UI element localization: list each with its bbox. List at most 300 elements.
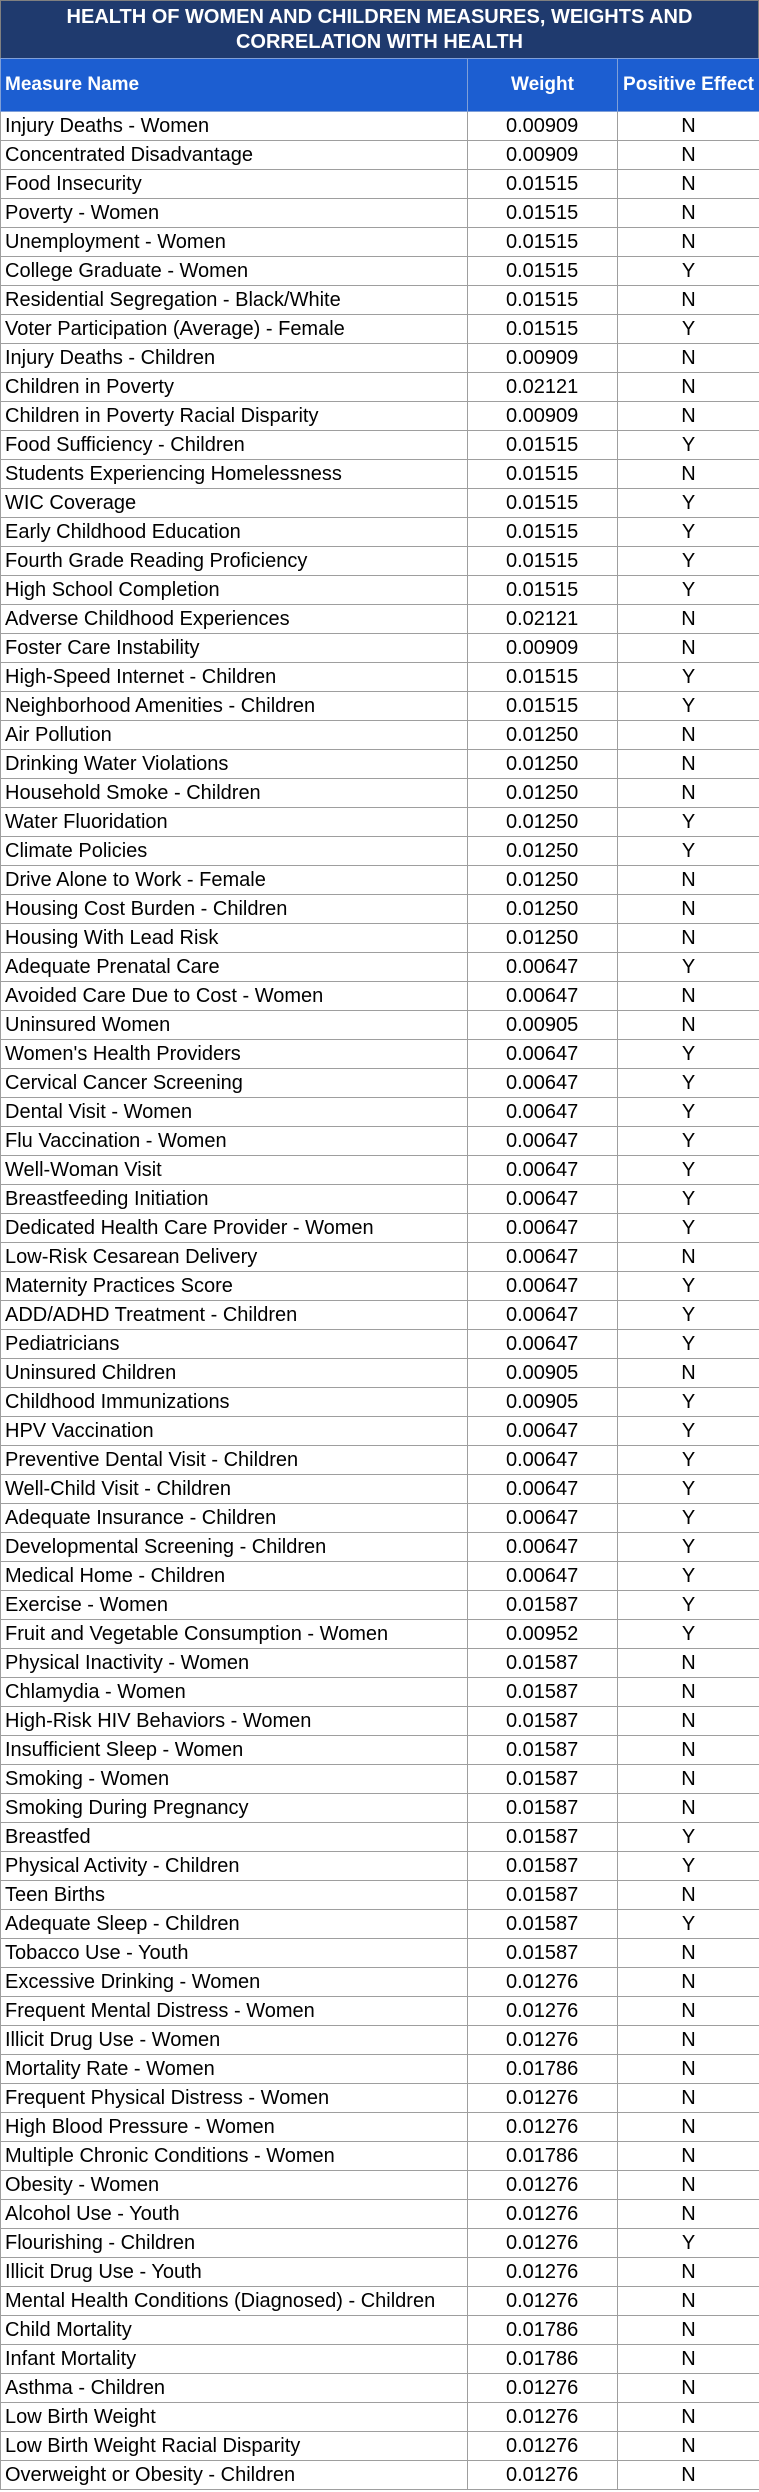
table-row (1, 721, 759, 750)
positive-effect-cell: N (618, 2055, 759, 2084)
positive-effect-cell: Y (618, 315, 759, 344)
measure-name-cell: Foster Care Instability (1, 634, 468, 663)
table-row (1, 112, 759, 141)
positive-effect-cell: Y (618, 1098, 759, 1127)
measure-name-cell: Developmental Screening - Children (1, 1533, 468, 1562)
measure-name-cell: Uninsured Children (1, 1359, 468, 1388)
measure-name-cell: Children in Poverty (1, 373, 468, 402)
measure-name-cell: Well-Child Visit - Children (1, 1475, 468, 1504)
positive-effect-cell: N (618, 924, 759, 953)
measure-name-cell: Well-Woman Visit (1, 1156, 468, 1185)
weight-cell: 0.00647 (468, 982, 618, 1011)
weight-cell: 0.01276 (468, 2113, 618, 2142)
positive-effect-cell: N (618, 895, 759, 924)
table-row (1, 489, 759, 518)
positive-effect-cell: N (618, 2200, 759, 2229)
positive-effect-cell: Y (618, 1533, 759, 1562)
positive-effect-cell: Y (618, 837, 759, 866)
positive-effect-cell: Y (618, 1388, 759, 1417)
weight-cell: 0.01276 (468, 2403, 618, 2432)
measure-name-cell: Adverse Childhood Experiences (1, 605, 468, 634)
table-row (1, 1649, 759, 1678)
positive-effect-cell: Y (618, 547, 759, 576)
table-row (1, 547, 759, 576)
positive-effect-cell: Y (618, 518, 759, 547)
positive-effect-cell: Y (618, 1823, 759, 1852)
measure-name-cell: Insufficient Sleep - Women (1, 1736, 468, 1765)
weight-cell: 0.00909 (468, 141, 618, 170)
weight-cell: 0.00905 (468, 1359, 618, 1388)
measure-name-cell: Drinking Water Violations (1, 750, 468, 779)
table-title: HEALTH OF WOMEN AND CHILDREN MEASURES, WEIGHTS AND CORRELATION WITH HEALTH (0, 0, 759, 58)
measure-name-cell: Neighborhood Amenities - Children (1, 692, 468, 721)
measure-name-cell: Cervical Cancer Screening (1, 1069, 468, 1098)
table-row (1, 2171, 759, 2200)
positive-effect-cell: Y (618, 1185, 759, 1214)
table-row (1, 750, 759, 779)
table-row (1, 2345, 759, 2374)
table-row (1, 1040, 759, 1069)
table-row (1, 2113, 759, 2142)
measure-name-cell: Teen Births (1, 1881, 468, 1910)
weight-cell: 0.01515 (468, 228, 618, 257)
table-row (1, 431, 759, 460)
measure-name-cell: Physical Activity - Children (1, 1852, 468, 1881)
measure-name-cell: Childhood Immunizations (1, 1388, 468, 1417)
weight-cell: 0.01276 (468, 2229, 618, 2258)
positive-effect-cell: N (618, 2403, 759, 2432)
table-row (1, 895, 759, 924)
table-row (1, 2432, 759, 2461)
table-row (1, 2403, 759, 2432)
weight-cell: 0.01587 (468, 1707, 618, 1736)
measure-name-cell: Illicit Drug Use - Youth (1, 2258, 468, 2287)
weight-cell: 0.01587 (468, 1881, 618, 1910)
measure-name-cell: College Graduate - Women (1, 257, 468, 286)
weight-cell: 0.01515 (468, 663, 618, 692)
measure-name-cell: Frequent Mental Distress - Women (1, 1997, 468, 2026)
positive-effect-cell: Y (618, 576, 759, 605)
table-row (1, 315, 759, 344)
weight-cell: 0.00909 (468, 402, 618, 431)
weight-cell: 0.01276 (468, 2171, 618, 2200)
measure-name-cell: Maternity Practices Score (1, 1272, 468, 1301)
measure-name-cell: Uninsured Women (1, 1011, 468, 1040)
positive-effect-cell: N (618, 460, 759, 489)
measure-name-cell: Fruit and Vegetable Consumption - Women (1, 1620, 468, 1649)
table-row (1, 1243, 759, 1272)
positive-effect-cell: N (618, 1997, 759, 2026)
weight-cell: 0.01515 (468, 431, 618, 460)
table-row (1, 1765, 759, 1794)
measure-name-cell: Infant Mortality (1, 2345, 468, 2374)
table-row (1, 373, 759, 402)
measure-name-cell: Flourishing - Children (1, 2229, 468, 2258)
table-row (1, 170, 759, 199)
measure-name-cell: Fourth Grade Reading Proficiency (1, 547, 468, 576)
positive-effect-cell: Y (618, 2229, 759, 2258)
positive-effect-cell: N (618, 1968, 759, 1997)
header-positive-effect: Positive Effect (618, 59, 759, 112)
measure-name-cell: Breastfed (1, 1823, 468, 1852)
measure-name-cell: Chlamydia - Women (1, 1678, 468, 1707)
table-row (1, 837, 759, 866)
measure-name-cell: Exercise - Women (1, 1591, 468, 1620)
weight-cell: 0.01250 (468, 837, 618, 866)
table-row (1, 286, 759, 315)
table-row (1, 605, 759, 634)
positive-effect-cell: N (618, 2113, 759, 2142)
table-row (1, 663, 759, 692)
weight-cell: 0.01515 (468, 576, 618, 605)
table-row (1, 2258, 759, 2287)
measure-name-cell: Adequate Insurance - Children (1, 1504, 468, 1533)
measure-name-cell: Injury Deaths - Children (1, 344, 468, 373)
table-row (1, 1417, 759, 1446)
positive-effect-cell: Y (618, 1475, 759, 1504)
table-row (1, 1881, 759, 1910)
positive-effect-cell: N (618, 605, 759, 634)
table-row (1, 1388, 759, 1417)
weight-cell: 0.01250 (468, 779, 618, 808)
positive-effect-cell: N (618, 2171, 759, 2200)
table-row (1, 1127, 759, 1156)
positive-effect-cell: N (618, 286, 759, 315)
positive-effect-cell: Y (618, 489, 759, 518)
positive-effect-cell: N (618, 866, 759, 895)
measure-name-cell: Child Mortality (1, 2316, 468, 2345)
measure-name-cell: Breastfeeding Initiation (1, 1185, 468, 1214)
positive-effect-cell: N (618, 1678, 759, 1707)
header-measure-name: Measure Name (1, 59, 468, 112)
measure-name-cell: Voter Participation (Average) - Female (1, 315, 468, 344)
positive-effect-cell: Y (618, 1591, 759, 1620)
positive-effect-cell: Y (618, 1446, 759, 1475)
measure-name-cell: Early Childhood Education (1, 518, 468, 547)
weight-cell: 0.01276 (468, 1968, 618, 1997)
positive-effect-cell: N (618, 1359, 759, 1388)
measure-name-cell: Asthma - Children (1, 2374, 468, 2403)
measure-name-cell: Adequate Prenatal Care (1, 953, 468, 982)
table-row (1, 1533, 759, 1562)
weight-cell: 0.01250 (468, 808, 618, 837)
weight-cell: 0.00647 (468, 1127, 618, 1156)
table-row (1, 1823, 759, 1852)
weight-cell: 0.01786 (468, 2142, 618, 2171)
header-row (1, 59, 759, 112)
measure-name-cell: Preventive Dental Visit - Children (1, 1446, 468, 1475)
table-row (1, 1446, 759, 1475)
measure-name-cell: Household Smoke - Children (1, 779, 468, 808)
weight-cell: 0.01515 (468, 257, 618, 286)
positive-effect-cell: N (618, 2374, 759, 2403)
weight-cell: 0.01587 (468, 1765, 618, 1794)
positive-effect-cell: Y (618, 1852, 759, 1881)
table-row (1, 2316, 759, 2345)
measure-name-cell: Dedicated Health Care Provider - Women (1, 1214, 468, 1243)
weight-cell: 0.01276 (468, 2287, 618, 2316)
weight-cell: 0.01276 (468, 2258, 618, 2287)
table-row (1, 1156, 759, 1185)
weight-cell: 0.00647 (468, 1214, 618, 1243)
table-row (1, 199, 759, 228)
positive-effect-cell: Y (618, 1127, 759, 1156)
weight-cell: 0.01587 (468, 1649, 618, 1678)
weight-cell: 0.01515 (468, 460, 618, 489)
measure-name-cell: Climate Policies (1, 837, 468, 866)
measure-name-cell: High Blood Pressure - Women (1, 2113, 468, 2142)
positive-effect-cell: N (618, 344, 759, 373)
weight-cell: 0.01786 (468, 2345, 618, 2374)
table-row (1, 1185, 759, 1214)
measure-name-cell: Food Insecurity (1, 170, 468, 199)
weight-cell: 0.01587 (468, 1591, 618, 1620)
weight-cell: 0.00905 (468, 1388, 618, 1417)
table-row (1, 1475, 759, 1504)
table-row (1, 2374, 759, 2403)
weight-cell: 0.00647 (468, 1504, 618, 1533)
weight-cell: 0.00647 (468, 1446, 618, 1475)
measure-name-cell: Poverty - Women (1, 199, 468, 228)
table-row (1, 1098, 759, 1127)
positive-effect-cell: N (618, 228, 759, 257)
table-row (1, 1591, 759, 1620)
weight-cell: 0.00647 (468, 1272, 618, 1301)
table-row (1, 1939, 759, 1968)
positive-effect-cell: N (618, 402, 759, 431)
measure-name-cell: Injury Deaths - Women (1, 112, 468, 141)
positive-effect-cell: N (618, 1736, 759, 1765)
measure-name-cell: HPV Vaccination (1, 1417, 468, 1446)
positive-effect-cell: Y (618, 1330, 759, 1359)
table-row (1, 141, 759, 170)
table-row (1, 257, 759, 286)
weight-cell: 0.00647 (468, 1185, 618, 1214)
weight-cell: 0.01515 (468, 692, 618, 721)
positive-effect-cell: N (618, 1243, 759, 1272)
measures-table (0, 58, 759, 2490)
measure-name-cell: Unemployment - Women (1, 228, 468, 257)
positive-effect-cell: Y (618, 1562, 759, 1591)
table-row (1, 1794, 759, 1823)
weight-cell: 0.01515 (468, 547, 618, 576)
weight-cell: 0.01786 (468, 2316, 618, 2345)
table-row (1, 924, 759, 953)
positive-effect-cell: Y (618, 663, 759, 692)
weight-cell: 0.00647 (468, 1040, 618, 1069)
weight-cell: 0.01587 (468, 1939, 618, 1968)
positive-effect-cell: N (618, 1011, 759, 1040)
positive-effect-cell: Y (618, 1040, 759, 1069)
measure-name-cell: Concentrated Disadvantage (1, 141, 468, 170)
weight-cell: 0.01587 (468, 1823, 618, 1852)
table-row (1, 1272, 759, 1301)
positive-effect-cell: Y (618, 1301, 759, 1330)
table-row (1, 2287, 759, 2316)
table-row (1, 1910, 759, 1939)
weight-cell: 0.01276 (468, 2084, 618, 2113)
table-row (1, 518, 759, 547)
weight-cell: 0.01276 (468, 2026, 618, 2055)
weight-cell: 0.01515 (468, 199, 618, 228)
positive-effect-cell: N (618, 634, 759, 663)
table-row (1, 1620, 759, 1649)
weight-cell: 0.00909 (468, 112, 618, 141)
positive-effect-cell: Y (618, 1620, 759, 1649)
weight-cell: 0.01515 (468, 315, 618, 344)
weight-cell: 0.00647 (468, 1301, 618, 1330)
positive-effect-cell: N (618, 199, 759, 228)
weight-cell: 0.00647 (468, 1330, 618, 1359)
weight-cell: 0.01587 (468, 1910, 618, 1939)
positive-effect-cell: Y (618, 1504, 759, 1533)
positive-effect-cell: N (618, 112, 759, 141)
weight-cell: 0.00647 (468, 1562, 618, 1591)
measure-name-cell: Adequate Sleep - Children (1, 1910, 468, 1939)
table-row (1, 779, 759, 808)
table-row (1, 692, 759, 721)
measure-name-cell: Water Fluoridation (1, 808, 468, 837)
positive-effect-cell: N (618, 2432, 759, 2461)
measure-name-cell: Frequent Physical Distress - Women (1, 2084, 468, 2113)
measure-name-cell: High-Speed Internet - Children (1, 663, 468, 692)
table-row (1, 1504, 759, 1533)
measure-name-cell: High-Risk HIV Behaviors - Women (1, 1707, 468, 1736)
measure-name-cell: Illicit Drug Use - Women (1, 2026, 468, 2055)
measure-name-cell: Obesity - Women (1, 2171, 468, 2200)
weight-cell: 0.00909 (468, 344, 618, 373)
table-row (1, 2461, 759, 2490)
positive-effect-cell: N (618, 1707, 759, 1736)
positive-effect-cell: N (618, 1939, 759, 1968)
table-row (1, 1330, 759, 1359)
table-row (1, 402, 759, 431)
measure-name-cell: Residential Segregation - Black/White (1, 286, 468, 315)
header-weight: Weight (468, 59, 618, 112)
measure-name-cell: Multiple Chronic Conditions - Women (1, 2142, 468, 2171)
positive-effect-cell: Y (618, 1156, 759, 1185)
table-row (1, 1214, 759, 1243)
measure-name-cell: Low-Risk Cesarean Delivery (1, 1243, 468, 1272)
measure-name-cell: Pediatricians (1, 1330, 468, 1359)
positive-effect-cell: Y (618, 692, 759, 721)
weight-cell: 0.00647 (468, 1417, 618, 1446)
positive-effect-cell: Y (618, 1417, 759, 1446)
measure-name-cell: Overweight or Obesity - Children (1, 2461, 468, 2490)
table-row (1, 808, 759, 837)
table-row (1, 1678, 759, 1707)
measure-name-cell: Housing Cost Burden - Children (1, 895, 468, 924)
positive-effect-cell: N (618, 1765, 759, 1794)
weight-cell: 0.01276 (468, 1997, 618, 2026)
measure-name-cell: Food Sufficiency - Children (1, 431, 468, 460)
positive-effect-cell: N (618, 1794, 759, 1823)
positive-effect-cell: Y (618, 1910, 759, 1939)
measure-name-cell: Students Experiencing Homelessness (1, 460, 468, 489)
weight-cell: 0.00647 (468, 1069, 618, 1098)
measure-name-cell: Dental Visit - Women (1, 1098, 468, 1127)
measure-name-cell: Flu Vaccination - Women (1, 1127, 468, 1156)
positive-effect-cell: N (618, 721, 759, 750)
table-row (1, 576, 759, 605)
measure-name-cell: Mortality Rate - Women (1, 2055, 468, 2084)
measure-name-cell: Low Birth Weight (1, 2403, 468, 2432)
table-row (1, 1301, 759, 1330)
table-row (1, 2200, 759, 2229)
positive-effect-cell: N (618, 2084, 759, 2113)
table-row (1, 634, 759, 663)
positive-effect-cell: N (618, 141, 759, 170)
measure-name-cell: Women's Health Providers (1, 1040, 468, 1069)
weight-cell: 0.00647 (468, 1533, 618, 1562)
table-row (1, 2142, 759, 2171)
table-row (1, 460, 759, 489)
weight-cell: 0.00647 (468, 953, 618, 982)
weight-cell: 0.01276 (468, 2374, 618, 2403)
measure-name-cell: Medical Home - Children (1, 1562, 468, 1591)
measure-name-cell: Drive Alone to Work - Female (1, 866, 468, 895)
weight-cell: 0.01250 (468, 866, 618, 895)
weight-cell: 0.02121 (468, 373, 618, 402)
table-row (1, 1011, 759, 1040)
measure-name-cell: Avoided Care Due to Cost - Women (1, 982, 468, 1011)
table-row (1, 2084, 759, 2113)
table-row (1, 1707, 759, 1736)
measure-name-cell: Mental Health Conditions (Diagnosed) - Children (1, 2287, 468, 2316)
weight-cell: 0.01786 (468, 2055, 618, 2084)
positive-effect-cell: Y (618, 1214, 759, 1243)
table-row (1, 1359, 759, 1388)
positive-effect-cell: Y (618, 953, 759, 982)
positive-effect-cell: N (618, 2142, 759, 2171)
measure-name-cell: Housing With Lead Risk (1, 924, 468, 953)
weight-cell: 0.01515 (468, 170, 618, 199)
positive-effect-cell: N (618, 2026, 759, 2055)
table-row (1, 866, 759, 895)
measure-name-cell: Air Pollution (1, 721, 468, 750)
positive-effect-cell: Y (618, 808, 759, 837)
measure-name-cell: Tobacco Use - Youth (1, 1939, 468, 1968)
positive-effect-cell: N (618, 1881, 759, 1910)
table-row (1, 953, 759, 982)
table-row (1, 228, 759, 257)
weight-cell: 0.01587 (468, 1736, 618, 1765)
positive-effect-cell: N (618, 2287, 759, 2316)
weight-cell: 0.01250 (468, 895, 618, 924)
measure-name-cell: Smoking - Women (1, 1765, 468, 1794)
weight-cell: 0.00647 (468, 1475, 618, 1504)
weight-cell: 0.00952 (468, 1620, 618, 1649)
positive-effect-cell: Y (618, 1069, 759, 1098)
positive-effect-cell: N (618, 2258, 759, 2287)
table-row (1, 344, 759, 373)
table-row (1, 2026, 759, 2055)
table-row (1, 1562, 759, 1591)
weight-cell: 0.00647 (468, 1243, 618, 1272)
positive-effect-cell: Y (618, 431, 759, 460)
weight-cell: 0.01515 (468, 518, 618, 547)
weight-cell: 0.01515 (468, 489, 618, 518)
positive-effect-cell: N (618, 2316, 759, 2345)
weight-cell: 0.01250 (468, 750, 618, 779)
weight-cell: 0.01587 (468, 1678, 618, 1707)
positive-effect-cell: N (618, 779, 759, 808)
positive-effect-cell: N (618, 373, 759, 402)
positive-effect-cell: N (618, 1649, 759, 1678)
weight-cell: 0.00909 (468, 634, 618, 663)
measure-name-cell: Physical Inactivity - Women (1, 1649, 468, 1678)
weight-cell: 0.01587 (468, 1852, 618, 1881)
